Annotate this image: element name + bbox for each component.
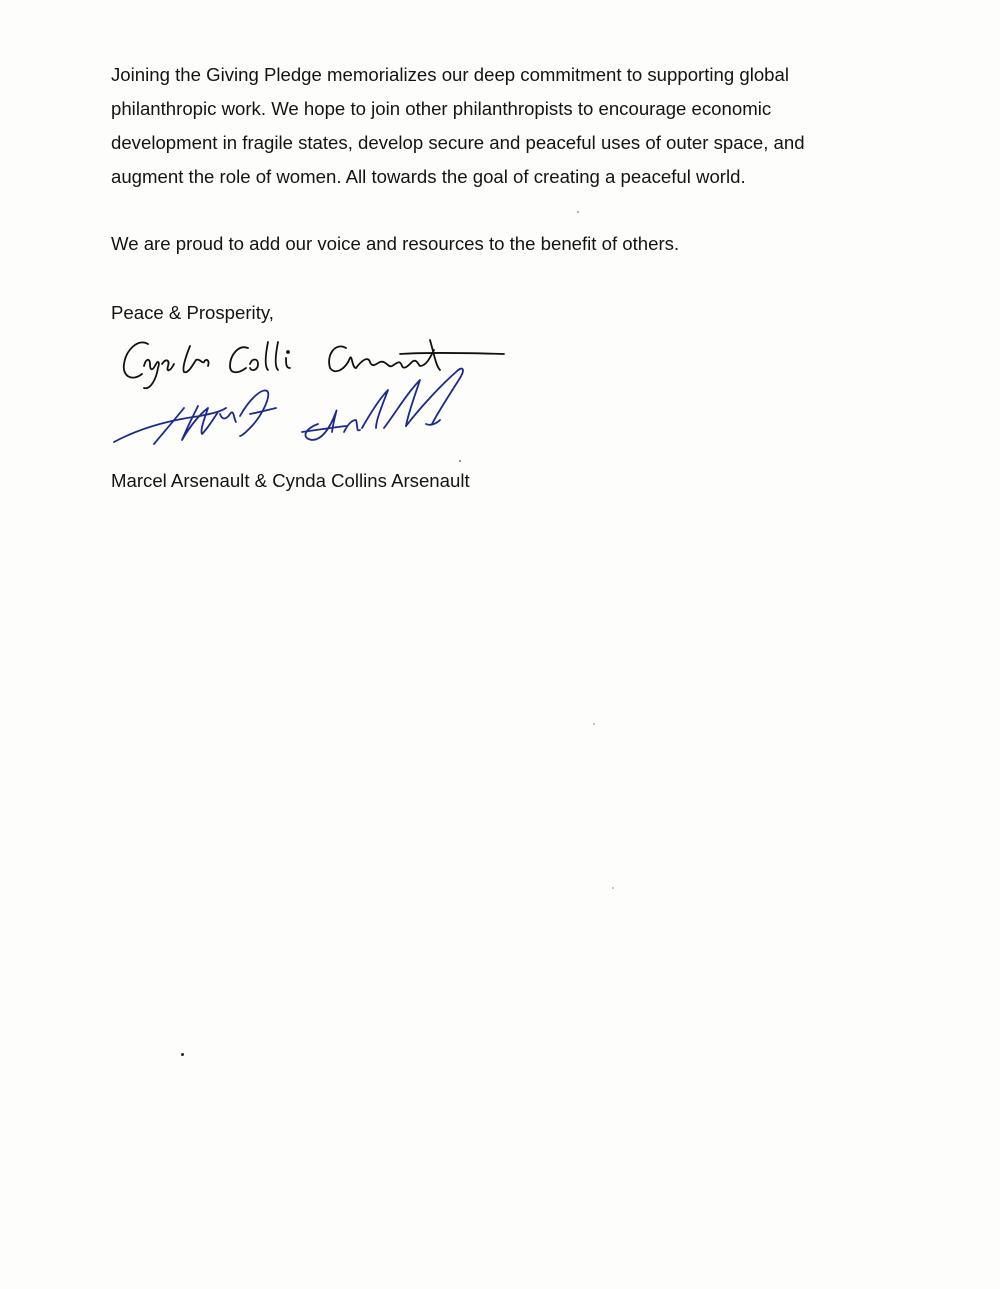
- signature-marcel-arsenault: [114, 369, 463, 444]
- signatures: [100, 328, 520, 463]
- scan-speck: [577, 211, 579, 213]
- scan-speck: [612, 887, 614, 889]
- paragraph-1-line-4: augment the role of women. All towards the goal of creating a peaceful world.: [111, 166, 746, 187]
- paragraph-1-line-3: development in fragile states, develop secure and peaceful uses of outer space, and: [111, 132, 805, 153]
- scan-speck: [181, 1053, 184, 1056]
- paragraph-1-line-2: philanthropic work. We hope to join other philanthropists to encourage economic: [111, 98, 772, 119]
- signatory-names: Marcel Arsenault & Cynda Collins Arsenault: [111, 470, 470, 491]
- paragraph-1-line-1: Joining the Giving Pledge memorializes our deep commitment to supporting global: [111, 64, 789, 85]
- paragraph-2: We are proud to add our voice and resources to the benefit of others.: [111, 233, 680, 254]
- scan-speck: [593, 723, 595, 725]
- ink-speck: [459, 460, 461, 462]
- closing-salutation: Peace & Prosperity,: [111, 302, 274, 323]
